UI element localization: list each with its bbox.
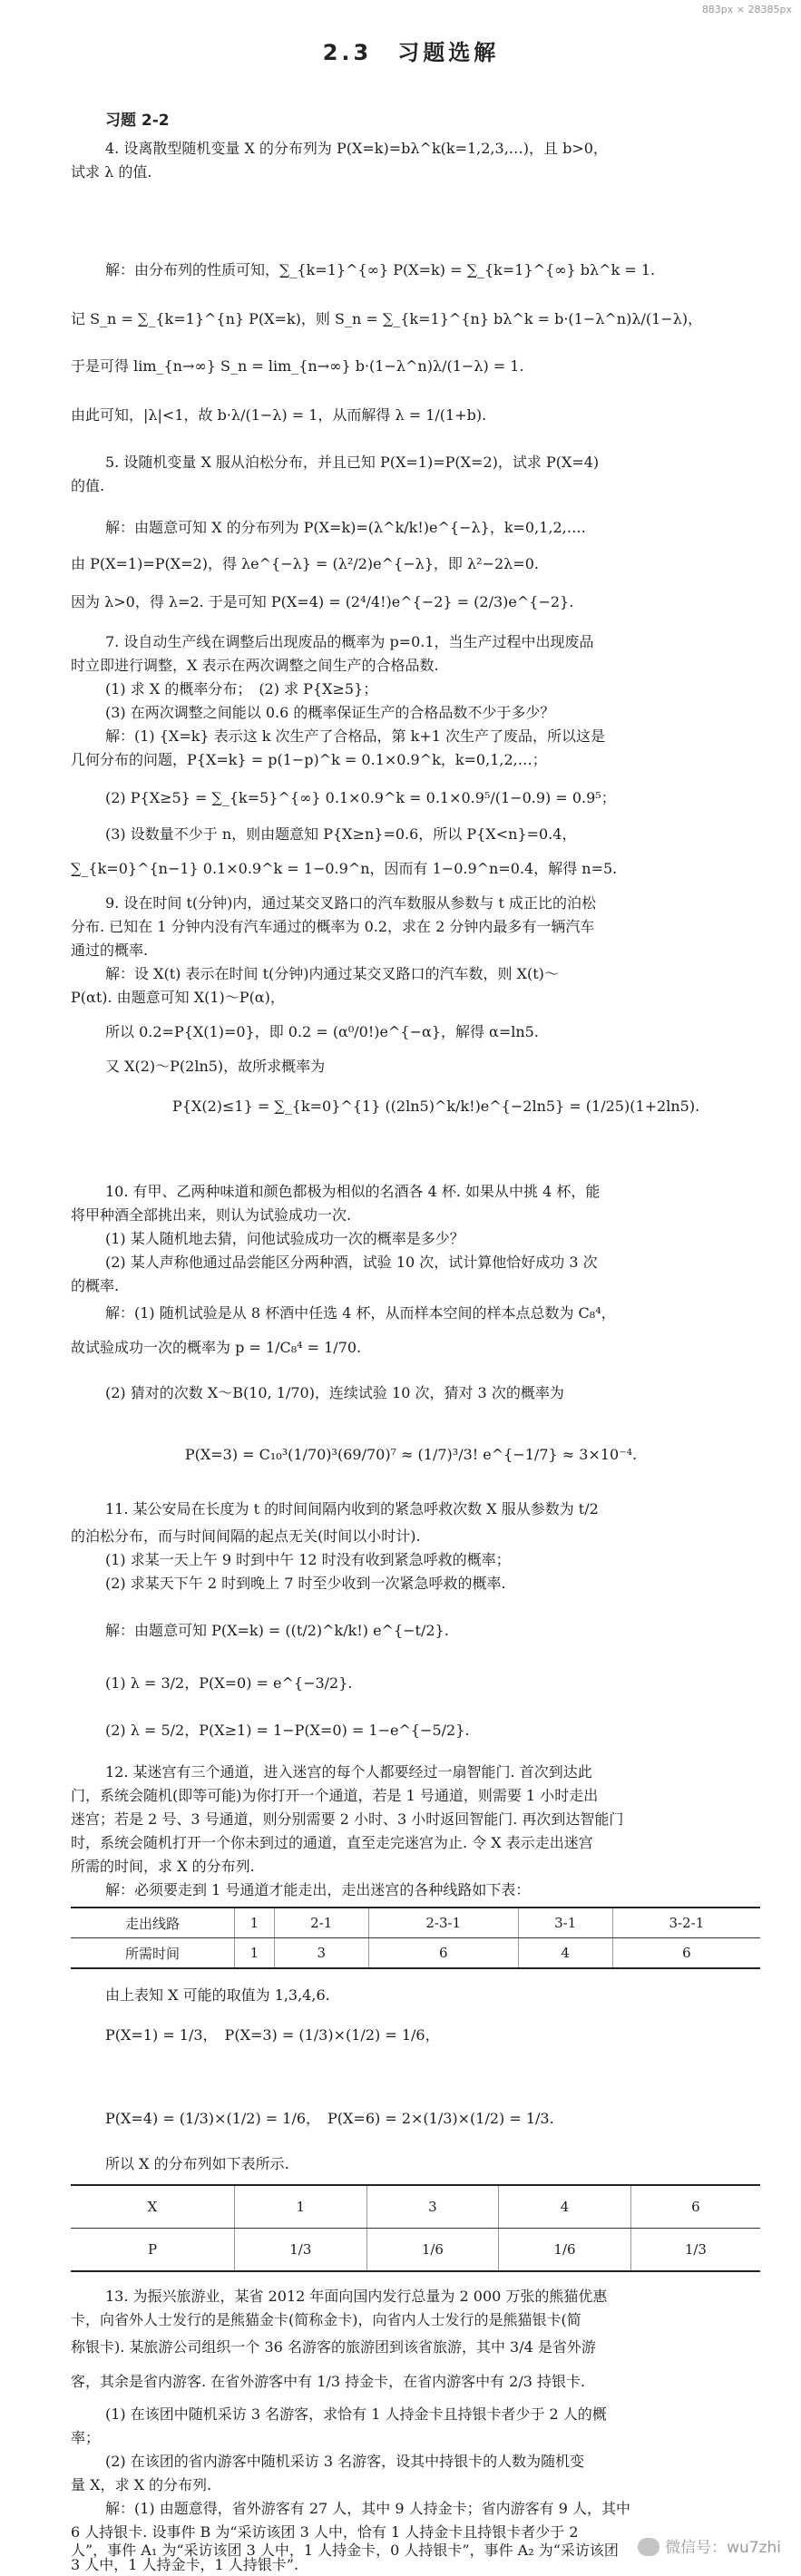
table-cell: 6 <box>630 2185 760 2229</box>
text-line: 解：由分布列的性质可知，∑_{k=1}^{∞} P(X=k) = ∑_{k=1}^{∞} bλ^k = 1. <box>105 261 656 278</box>
text-line: 4. 设离散型随机变量 X 的分布列为 P(X=k)=bλ^k(k=1,2,3,…)，且 b>0， <box>105 140 608 157</box>
text-line: P{X(2)≤1} = ∑_{k=0}^{1} ((2ln5)^k/k!)e^{−2ln5} = (1/25)(1+2ln5). <box>172 1098 700 1115</box>
text-line: P(X=4) = (1/3)×(1/2) = 1/6， P(X=6) = 2×(1/3)×(1/2) = 1/3. <box>105 2110 554 2127</box>
table-cell: 2-1 <box>274 1908 368 1938</box>
text-line: 的泊松分布，而与时间间隔的起点无关(时间以小时计). <box>71 1527 421 1545</box>
table-cell: 4 <box>518 1938 612 1969</box>
text-line: 13. 为振兴旅游业，某省 2012 年面向国内发行总量为 2 000 万张的熊猫优惠 <box>105 2288 608 2305</box>
text-line: 解：设 X(t) 表示在时间 t(分钟)内通过某交叉路口的汽车数，则 X(t)～ <box>105 965 559 982</box>
text-line: (1) 某人随机地去猜，问他试验成功一次的概率是多少？ <box>105 1230 464 1247</box>
text-line: (2) λ = 5/2，P(X≥1) = 1−P(X=0) = 1−e^{−5/2}. <box>105 1722 470 1739</box>
text-line: 3 人中，1 人持金卡，1 人持银卡”. <box>71 2556 299 2573</box>
text-line: 所需的时间，求 X 的分布列. <box>71 1858 255 1875</box>
page-title: 2.3 习题选解 <box>322 40 500 65</box>
text-line: 12. 某迷宫有三个通道，进入迷宫的每个人都要经过一扇智能门. 首次到达此 <box>105 1763 592 1781</box>
table-cell: 6 <box>612 1938 760 1969</box>
text-line: 解：(1) {X=k} 表示这 k 次生产了合格品，第 k+1 次生产了废品，所以这是 <box>105 727 606 745</box>
table-cell: 1/3 <box>235 2229 367 2272</box>
text-line: (2) 在该团的省内游客中随机采访 3 名游客，设其中持银卡的人数为随机变 <box>105 2453 585 2470</box>
text-line: 分布. 已知在 1 分钟内没有汽车通过的概率为 0.2，求在 2 分钟内最多有一辆汽车 <box>71 918 595 935</box>
text-line: 7. 设自动生产线在调整后出现废品的概率为 p=0.1，当生产过程中出现废品 <box>105 633 594 650</box>
text-line: 卡，向省外人士发行的是熊猫金卡(简称金卡)，向省内人士发行的是熊猫银卡(简 <box>71 2311 581 2328</box>
text-line: 解：由题意可知 P(X=k) = ((t/2)^k/k!) e^{−t/2}. <box>105 1622 449 1639</box>
text-line: P(X=3) = C₁₀³(1/70)³(69/70)⁷ ≈ (1/7)³/3! e^{−1/7} ≈ 3×10⁻⁴. <box>184 1446 638 1463</box>
text-line: 人”，事件 A₁ 为“采访该团 3 人中，1 人持金卡，0 人持银卡”，事件 A₂ 为“采访该团 <box>71 2542 619 2559</box>
text-line: 解：(1) 由题意得，省外游客有 27 人，其中 9 人持金卡；省内游客有 9 人，其中 <box>105 2500 630 2517</box>
table-cell: 3-2-1 <box>612 1908 760 1938</box>
text-line: 率； <box>71 2429 101 2446</box>
text-line: 的值. <box>71 477 105 494</box>
text-line: 解：由题意可知 X 的分布列为 P(X=k)=(λ^k/k!)e^{−λ}，k=0,1,2,…. <box>105 519 586 536</box>
text-line: 因为 λ>0，得 λ=2. 于是可知 P(X=4) = (2⁴/4!)e^{−2} = (2/3)e^{−2}. <box>71 593 574 610</box>
text-line: 时，系统会随机打开一个你未到过的通道，直至走完迷宫为止. 令 X 表示走出迷宫 <box>71 1834 593 1851</box>
table-row <box>71 1938 760 1969</box>
section-heading: 习题 2-2 <box>105 112 170 130</box>
table-cell: 所需时间 <box>71 1938 235 1969</box>
text-line: 称银卡). 某旅游公司组织一个 36 名游客的旅游团到该省旅游，其中 3/4 是省外游 <box>71 2338 596 2356</box>
text-line: 解：必须要走到 1 号通道才能走出，走出迷宫的各种线路如下表： <box>105 1881 531 1898</box>
text-line: 将甲种酒全部挑出来，则认为试验成功一次. <box>71 1206 352 1224</box>
table-cell: 6 <box>368 1938 518 1969</box>
text-line: 由上表知 X 可能的取值为 1,3,4,6. <box>105 1986 330 2004</box>
table-row <box>71 2229 760 2272</box>
table-row <box>71 2185 760 2229</box>
text-line: (1) 求 X 的概率分布； (2) 求 P{X≥5}； <box>105 680 378 698</box>
text-line: 所以 0.2=P{X(1)=0}，即 0.2 = (α⁰/0!)e^{−α}，解得 α=ln5. <box>105 1023 539 1040</box>
wechat-icon <box>638 2538 659 2556</box>
text-line: 故试验成功一次的概率为 p = 1/C₈⁴ = 1/70. <box>71 1339 362 1356</box>
table-cell: P <box>71 2229 235 2272</box>
table-row <box>71 1908 760 1938</box>
table-cell: 1/6 <box>366 2229 499 2272</box>
text-line: 量 X，求 X 的分布列. <box>71 2476 212 2493</box>
text-line: 由 P(X=1)=P(X=2)，得 λe^{−λ} = (λ²/2)e^{−λ}，即 λ²−2λ=0. <box>71 555 539 572</box>
image-size-label: 883px × 28385px <box>701 4 792 15</box>
route-table <box>71 1907 760 1969</box>
text-line: 所以 X 的分布列如下表所示. <box>105 2155 289 2172</box>
table-cell: 1 <box>235 2185 367 2229</box>
text-line: (2) 某人声称他通过品尝能区分两种酒，试验 10 次，试计算他恰好成功 3 次 <box>105 1254 598 1271</box>
text-line: (2) 猜对的次数 X～B(10, 1/70)，连续试验 10 次，猜对 3 次的概率为 <box>105 1384 564 1401</box>
text-line: 通过的概率. <box>71 942 149 959</box>
watermark-text: 微信号：wu7zhi <box>665 2539 781 2557</box>
text-line: 客，其余是省内游客. 在省外游客中有 1/3 持金卡，在省内游客中有 2/3 持银卡. <box>71 2373 586 2390</box>
text-line: 由此可知，|λ|<1，故 b·λ/(1−λ) = 1，从而解得 λ = 1/(1+b). <box>71 406 487 424</box>
text-line: (2) P{X≥5} = ∑_{k=5}^{∞} 0.1×0.9^k = 0.1×0.9⁵/(1−0.9) = 0.9⁵； <box>105 789 616 806</box>
table-cell: 1 <box>235 1938 275 1969</box>
text-line: 时立即进行调整，X 表示在两次调整之间生产的合格品数. <box>71 657 439 674</box>
text-line: 几何分布的问题，P{X=k} = p(1−p)^k = 0.1×0.9^k，k=0,1,2,…； <box>71 751 547 768</box>
table-cell: 走出线路 <box>71 1908 235 1938</box>
text-line: 试求 λ 的值. <box>71 163 152 181</box>
text-line: 迷宫；若是 2 号、3 号通道，则分别需要 2 小时、3 小时返回智能门. 再次到达智能门 <box>71 1810 624 1828</box>
text-line: 5. 设随机变量 X 服从泊松分布，并且已知 P(X=1)=P(X=2)，试求 P(X=4) <box>105 454 600 471</box>
text-line: 9. 设在时间 t(分钟)内，通过某交叉路口的汽车数服从参数与 t 成正比的泊松 <box>105 894 596 912</box>
text-line: (2) 求某天下午 2 时到晚上 7 时至少收到一次紧急呼救的概率. <box>105 1575 506 1592</box>
text-line: 于是可得 lim_{n→∞} S_n = lim_{n→∞} b·(1−λ^n)λ/(1−λ) = 1. <box>71 357 524 375</box>
table-cell: 3 <box>274 1938 368 1969</box>
table-cell: 4 <box>499 2185 631 2229</box>
table-cell: 1 <box>235 1908 275 1938</box>
distribution-table <box>71 2184 760 2272</box>
text-line: 6 人持银卡. 设事件 B 为“采访该团 3 人中，恰有 1 人持金卡且持银卡者少于 2 <box>71 2523 579 2541</box>
text-line: 又 X(2)～P(2ln5)，故所求概率为 <box>105 1058 326 1075</box>
text-line: 的概率. <box>71 1277 120 1294</box>
text-line: 解：(1) 随机试验是从 8 杯酒中任选 4 杯，从而样本空间的样本点总数为 C₈⁴， <box>105 1304 616 1322</box>
table-cell: 3-1 <box>518 1908 612 1938</box>
table-cell: 1/6 <box>499 2229 631 2272</box>
text-line: ∑_{k=0}^{n−1} 0.1×0.9^k = 1−0.9^n，因而有 1−0.9^n=0.4，解得 n=5. <box>71 860 618 877</box>
text-line: (1) λ = 3/2，P(X=0) = e^{−3/2}. <box>105 1674 353 1692</box>
text-line: 10. 有甲、乙两种味道和颜色都极为相似的名酒各 4 杯. 如果从中挑 4 杯，能 <box>105 1183 601 1200</box>
text-line: 11. 某公安局在长度为 t 的时间间隔内收到的紧急呼救次数 X 服从参数为 t/2 <box>105 1500 599 1517</box>
table-cell: 1/3 <box>630 2229 760 2272</box>
text-line: 门，系统会随机(即等可能)为你打开一个通道，若是 1 号通道，则需要 1 小时走出 <box>71 1787 599 1804</box>
table-cell: 3 <box>366 2185 499 2229</box>
text-line: 记 S_n = ∑_{k=1}^{n} P(X=k)，则 S_n = ∑_{k=1}^{n} bλ^k = b·(1−λ^n)λ/(1−λ)， <box>71 310 703 327</box>
text-line: (3) 设数量不少于 n，则由题意知 P{X≥n}=0.6，所以 P{X<n}=0.4， <box>105 825 577 843</box>
text-line: P(αt). 由题意可知 X(1)～P(α)， <box>71 989 285 1006</box>
text-line: (3) 在两次调整之间能以 0.6 的概率保证生产的合格品数不少于多少？ <box>105 704 555 721</box>
table-cell: 2-3-1 <box>368 1908 518 1938</box>
table-cell: X <box>71 2185 235 2229</box>
watermark <box>638 2534 781 2557</box>
text-line: (1) 在该团中随机采访 3 名游客，求恰有 1 人持金卡且持银卡者少于 2 人的概 <box>105 2405 607 2423</box>
text-line: (1) 求某一天上午 9 时到中午 12 时没有收到紧急呼救的概率； <box>105 1551 511 1568</box>
text-line: P(X=1) = 1/3， P(X=3) = (1/3)×(1/2) = 1/6， <box>105 2026 440 2044</box>
